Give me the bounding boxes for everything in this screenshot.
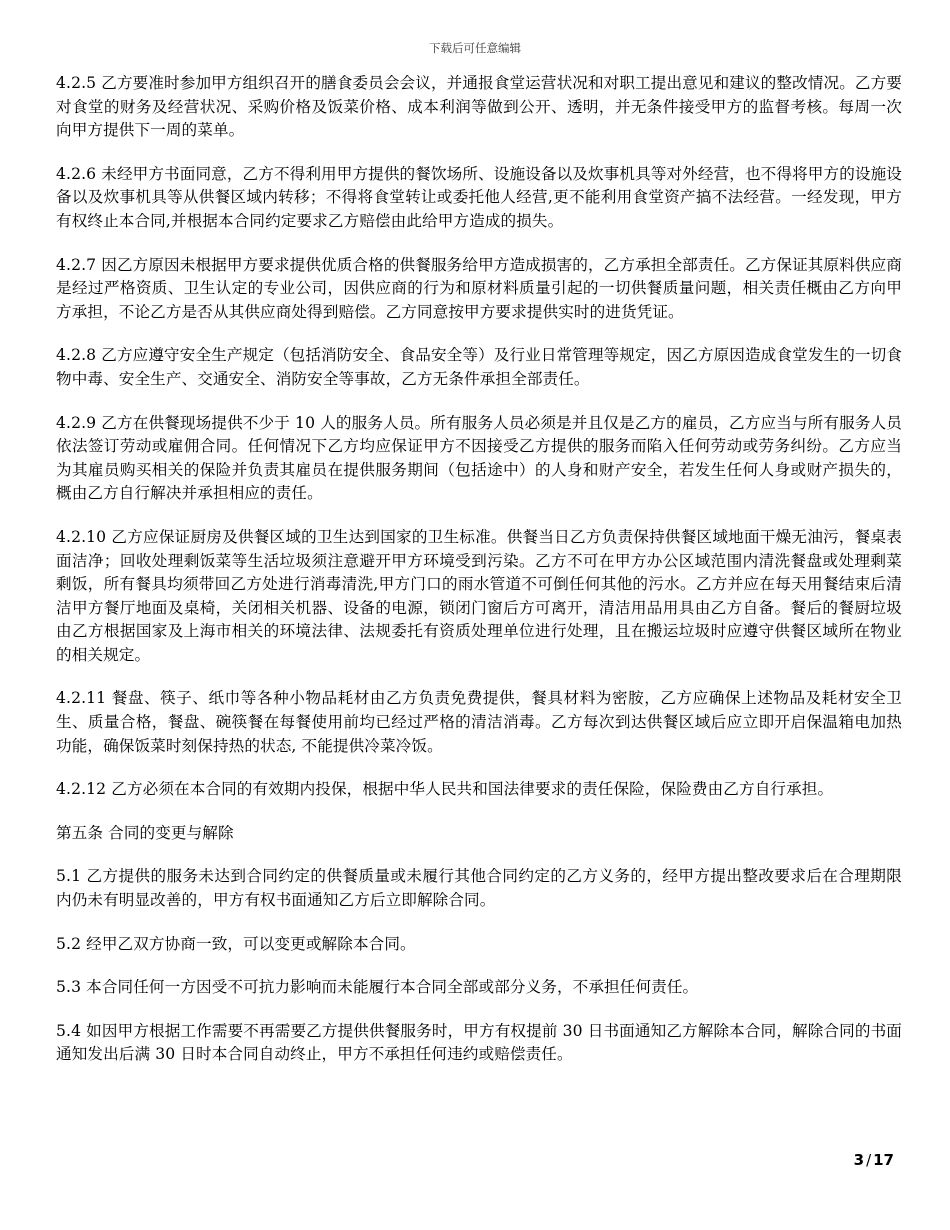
page-number <box>854 1151 894 1169</box>
clause-4-2-7: 4.2.7 因乙方原因未根据甲方要求提供优质合格的供餐服务给甲方造成损害的，乙方承担全部责任。乙方保证其原料供应商是经过严格资质、卫生认定的专业公司，因供应商的行为和原材料质量引起的一切供餐质量问题，相关责任概由乙方向甲方承担，不论乙方是否从其供应商处得到赔偿。乙方同意按甲方要求提供实时的进货凭证。 <box>56 255 902 321</box>
clause-4-2-5: 4.2.5 乙方要准时参加甲方组织召开的膳食委员会会议，并通报食堂运营状况和对职工提出意见和建议的整改情况。乙方要对食堂的财务及经营状况、采购价格及饭菜价格、成本利润等做到公开、透明，并无条件接受甲方的监督考核。每周一次向甲方提供下一周的菜单。 <box>56 74 902 140</box>
clause-4-2-10: 4.2.10 乙方应保证厨房及供餐区域的卫生达到国家的卫生标准。供餐当日乙方负责保持供餐区域地面干燥无油污，餐桌表面洁净；回收处理剩饭菜等生活垃圾须注意避开甲方环境受到污染。乙方不可在甲方办公区域范围内清洗餐盘或处理剩菜剩饭，所有餐具均须带回乙方处进行消毒清洗,甲方门口的雨水管道不可倒任何其他的污水。乙方并应在每天用餐结束后清洁甲方餐厅地面及桌椅，关闭相关机器、设备的电源，锁闭门窗后方可离开，清洁用品用具由乙方自备。餐后的餐厨垃圾由乙方根据国家及上海市相关的环境法律、法规委托有资质处理单位进行处理，且在搬运垃圾时应遵守供餐区域所在物业的相关规定。 <box>56 527 902 664</box>
clause-5-3: 5.3 本合同任何一方因受不可抗力影响而未能履行本合同全部或部分义务，不承担任何责任。 <box>56 978 699 997</box>
clause-4-2-6: 4.2.6 未经甲方书面同意，乙方不得利用甲方提供的餐饮场所、设施设备以及炊事机具等对外经营，也不得将甲方的设施设备以及炊事机具等从供餐区域内转移；不得将食堂转让或委托他人经营,更不能利用食堂资产搞不法经营。一经发现，甲方有权终止本合同,并根据本合同约定要求乙方赔偿由此给甲方造成的损失。 <box>56 164 902 230</box>
clause-4-2-8: 4.2.8 乙方应遵守安全生产规定（包括消防安全、食品安全等）及行业日常管理等规定，因乙方原因造成食堂发生的一切食物中毒、安全生产、交通安全、消防安全等事故，乙方无条件承担全部责任。 <box>56 346 902 388</box>
document-body <box>56 72 902 1087</box>
clause-4-2-9: 4.2.9 乙方在供餐现场提供不少于 10 人的服务人员。所有服务人员必须是并且仅是乙方的雇员，乙方应当与所有服务人员依法签订劳动或雇佣合同。任何情况下乙方均应保证甲方不因接受乙方提供的服务而陷入任何劳动或劳务纠纷。乙方应当为其雇员购买相关的保险并负责其雇员在提供服务期间（包括途中）的人身和财产安全，若发生任何人身或财产损失的，概由乙方自行解决并承担相应的责任。 <box>56 413 902 503</box>
page-number-separator: / <box>866 1151 872 1169</box>
page-header: 下载后可任意编辑 <box>429 41 521 55</box>
page-number-total: 17 <box>873 1151 894 1169</box>
section-heading-article-5: 第五条 合同的变更与解除 <box>56 823 234 842</box>
clause-5-4: 5.4 如因甲方根据工作需要不再需要乙方提供供餐服务时，甲方有权提前 30 日书面通知乙方解除本合同，解除合同的书面通知发出后满 30 日时本合同自动终止，甲方不承担任何违约或赔偿责任。 <box>56 1021 902 1064</box>
clause-4-2-12: 4.2.12 乙方必须在本合同的有效期内投保，根据中华人民共和国法律要求的责任保险，保险费由乙方自行承担。 <box>56 780 834 799</box>
page-number-current: 3 <box>853 1151 865 1169</box>
clause-5-2: 5.2 经甲乙双方协商一致，可以变更或解除本合同。 <box>56 934 416 953</box>
clause-4-2-11: 4.2.11 餐盘、筷子、纸巾等各种小物品耗材由乙方负责免费提供，餐具材料为密胺，乙方应确保上述物品及耗材安全卫生、质量合格，餐盘、碗筷餐在每餐使用前均已经过严格的清洁消毒。乙方每次到达供餐区域后应立即开启保温箱电加热功能，确保饭菜时刻保持热的状态, 不能提供冷菜冷饭。 <box>56 689 902 755</box>
clause-5-1: 5.1 乙方提供的服务未达到合同约定的供餐质量或未履行其他合同约定的乙方义务的，经甲方提出整改要求后在合理期限内仍未有明显改善的，甲方有权书面通知乙方后立即解除合同。 <box>56 867 902 910</box>
